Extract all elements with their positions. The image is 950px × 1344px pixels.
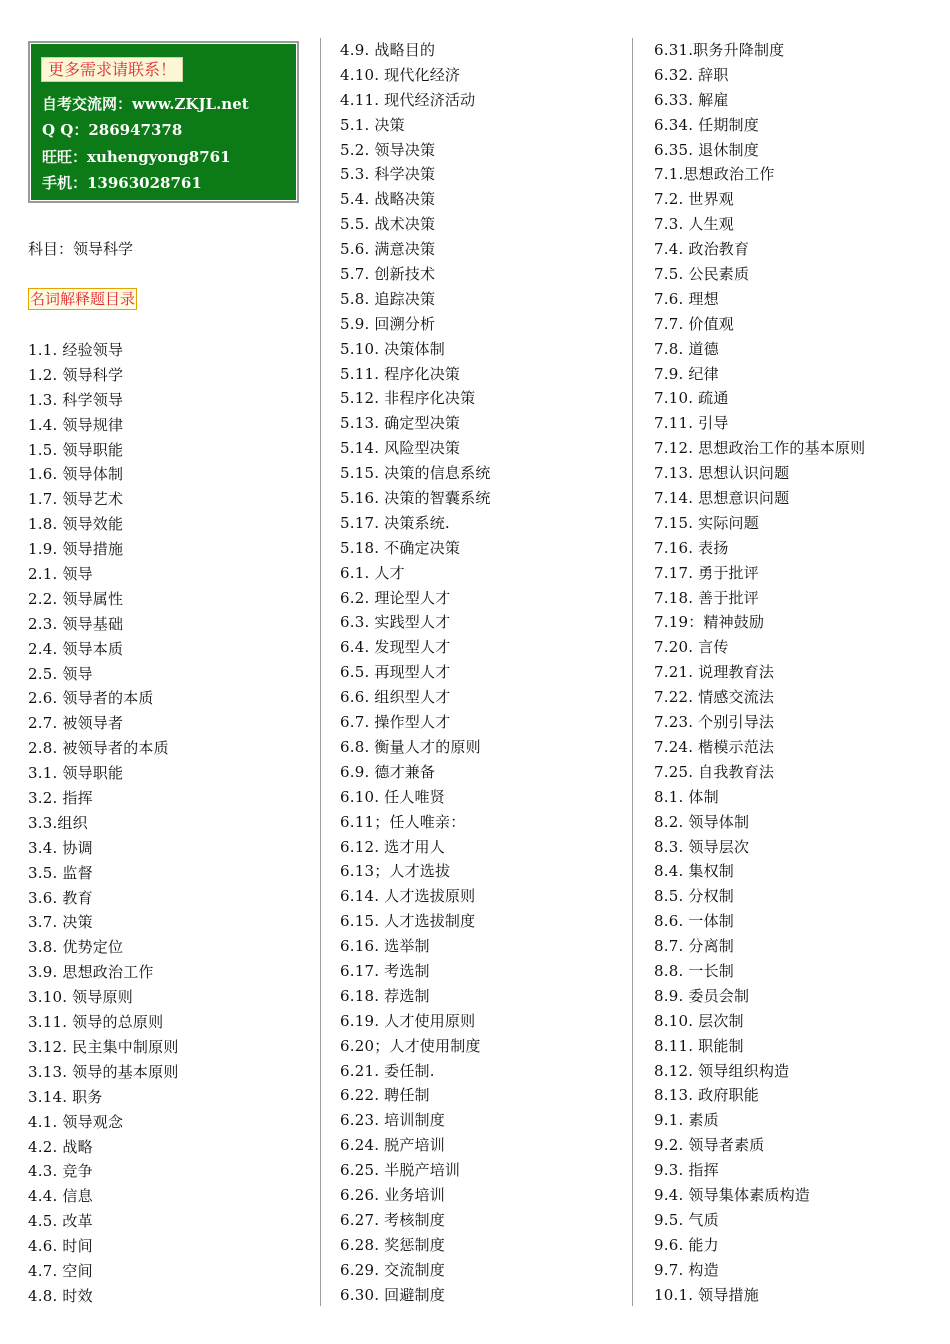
toc-entry: 6.3. 实践型人才 [340,613,451,632]
contact-phone: 手机：13963028761 [42,174,202,192]
toc-entry: 9.2. 领导者素质 [654,1136,765,1155]
toc-entry: 7.20. 言传 [654,638,729,657]
toc-entry: 6.13；人才选拔 [340,862,451,881]
toc-entry: 5.17. 决策系统. [340,513,450,532]
toc-entry: 6.31.职务升降制度 [654,41,785,59]
toc-entry: 7.22. 情感交流法 [654,688,775,707]
toc-entry: 3.10. 领导原则 [28,988,133,1007]
toc-entry: 5.11. 程序化决策 [340,364,461,383]
toc-entry: 7.19：精神鼓励 [654,613,765,632]
toc-column-3 [654,38,865,1307]
toc-entry: 8.12. 领导组织构造 [654,1061,790,1080]
toc-entry: 2.1. 领导 [28,565,93,584]
toc-entry: 9.6. 能力 [654,1235,719,1254]
toc-entry: 6.1. 人才 [340,563,405,582]
toc-entry: 5.4. 战略决策 [340,190,436,209]
toc-entry: 5.8. 追踪决策 [340,289,436,308]
toc-entry: 3.8. 优势定位 [28,938,124,957]
toc-entry: 8.9. 委员会制 [654,986,750,1005]
toc-entry: 7.23. 个别引导法 [654,713,775,732]
toc-entry: 7.7. 价值观 [654,314,734,333]
toc-entry: 7.14. 思想意识问题 [654,489,790,508]
toc-entry: 4.2. 战略 [28,1137,93,1156]
toc-entry: 9.3. 指挥 [654,1161,719,1180]
toc-column-2 [340,38,491,1307]
toc-entry: 3.9. 思想政治工作 [28,963,154,982]
toc-entry: 6.6. 组织型人才 [340,688,451,707]
toc-entry: 7.12. 思想政治工作的基本原则 [654,439,866,458]
toc-heading: 名词解释题目录 [30,290,136,308]
toc-entry: 6.4. 发现型人才 [340,638,451,657]
toc-entry: 7.6. 理想 [654,289,719,308]
toc-entry: 7.13. 思想认识问题 [654,464,790,483]
contact-info-box [28,41,299,203]
toc-entry: 7.25. 自我教育法 [654,762,775,781]
toc-entry: 3.5. 监督 [28,863,93,882]
toc-entry: 5.5. 战术决策 [340,215,436,234]
contact-website: 自考交流网：www.ZKJL.net [42,95,249,113]
toc-entry: 6.19. 人才使用原则 [340,1011,476,1030]
toc-entry: 7.17. 勇于批评 [654,563,759,582]
toc-entry: 3.3.组织 [28,813,88,832]
toc-entry: 4.7. 空间 [28,1261,93,1280]
toc-entry: 8.11. 职能制 [654,1036,744,1055]
toc-entry: 6.14. 人才选拔原则 [340,887,476,906]
toc-entry: 6.5. 再现型人才 [340,663,451,682]
toc-entry: 5.9. 回溯分析 [340,314,436,333]
toc-entry: 6.10. 任人唯贤 [340,787,445,806]
toc-entry: 6.30. 回避制度 [340,1285,445,1304]
toc-entry: 5.2. 领导决策 [340,140,436,159]
toc-entry: 5.10. 决策体制 [340,339,445,358]
toc-entry: 6.29. 交流制度 [340,1260,445,1279]
toc-entry: 7.1.思想政治工作 [654,165,775,184]
toc-entry: 7.5. 公民素质 [654,265,750,284]
toc-entry: 2.8. 被领导者的本质 [28,739,169,758]
toc-entry: 9.4. 领导集体素质构造 [654,1185,810,1204]
contact-wangwang: 旺旺：xuhengyong8761 [42,148,231,166]
toc-entry: 6.18. 荐选制 [340,986,430,1005]
toc-entry: 5.14. 风险型决策 [340,439,461,458]
toc-entry: 6.24. 脱产培训 [340,1136,445,1155]
toc-entry: 6.23. 培训制度 [340,1111,445,1130]
toc-entry: 3.1. 领导职能 [28,764,124,783]
toc-entry: 1.8. 领导效能 [28,515,124,534]
toc-entry: 1.2. 领导科学 [28,365,124,384]
toc-entry: 1.5. 领导职能 [28,440,124,459]
toc-entry: 5.7. 创新技术 [340,265,436,284]
toc-entry: 6.33. 解雇 [654,90,729,109]
toc-entry: 9.7. 构造 [654,1260,719,1279]
toc-entry: 2.6. 领导者的本质 [28,689,154,708]
toc-entry: 8.1. 体制 [654,787,719,806]
toc-entry: 5.15. 决策的信息系统 [340,464,491,483]
toc-entry: 3.4. 协调 [28,838,93,857]
toc-entry: 2.5. 领导 [28,664,93,683]
toc-entry: 6.9. 德才兼备 [340,762,436,781]
toc-entry: 6.7. 操作型人才 [340,713,451,732]
toc-entry: 4.5. 改革 [28,1212,93,1231]
toc-entry: 7.8. 道德 [654,339,719,358]
toc-entry: 6.8. 衡量人才的原则 [340,737,481,756]
toc-entry: 3.7. 决策 [28,913,93,932]
toc-entry: 6.2. 理论型人才 [340,588,451,607]
toc-entry: 7.16. 表扬 [654,538,729,557]
toc-entry: 7.4. 政治教育 [654,240,750,259]
toc-entry: 6.25. 半脱产培训 [340,1161,461,1180]
toc-entry: 8.6. 一体制 [654,912,734,931]
contact-banner: 更多需求请联系！ [41,57,183,82]
toc-entry: 6.32. 辞职 [654,65,729,84]
toc-entry: 4.4. 信息 [28,1187,93,1206]
toc-entry: 2.4. 领导本质 [28,639,124,658]
toc-entry: 2.3. 领导基础 [28,614,124,633]
toc-entry: 1.4. 领导规律 [28,415,124,434]
toc-entry: 4.10. 现代化经济 [340,65,461,84]
toc-entry: 8.10. 层次制 [654,1011,744,1030]
toc-entry: 9.1. 素质 [654,1111,719,1130]
toc-entry: 8.7. 分离制 [654,937,734,956]
column-divider [320,38,321,1306]
toc-entry: 10.1. 领导措施 [654,1285,759,1304]
toc-entry: 8.3. 领导层次 [654,837,750,856]
toc-entry: 7.10. 疏通 [654,389,729,408]
toc-entry: 8.4. 集权制 [654,862,734,881]
toc-entry: 4.6. 时间 [28,1237,93,1256]
toc-entry: 5.12. 非程序化决策 [340,389,476,408]
toc-entry: 8.8. 一长制 [654,961,734,980]
toc-column-1 [28,338,179,1309]
toc-entry: 3.11. 领导的总原则 [28,1013,164,1032]
toc-entry: 3.13. 领导的基本原则 [28,1062,179,1081]
toc-entry: 7.24. 楷模示范法 [654,737,775,756]
toc-entry: 2.2. 领导属性 [28,589,124,608]
toc-entry: 5.1. 决策 [340,115,405,134]
toc-entry: 6.11；任人唯亲： [340,812,466,831]
toc-entry: 3.2. 指挥 [28,789,93,808]
toc-entry: 6.16. 选举制 [340,937,430,956]
toc-entry: 6.12. 选才用人 [340,837,445,856]
toc-entry: 5.13. 确定型决策 [340,414,461,433]
toc-entry: 7.15. 实际问题 [654,513,759,532]
toc-entry: 4.11. 现代经济活动 [340,90,476,109]
toc-entry: 6.17. 考选制 [340,961,430,980]
toc-entry: 8.13. 政府职能 [654,1086,759,1105]
toc-entry: 6.22. 聘任制 [340,1086,430,1105]
toc-entry: 6.20；人才使用制度 [340,1036,481,1055]
toc-entry: 4.3. 竞争 [28,1162,93,1181]
toc-entry: 8.5. 分权制 [654,887,734,906]
toc-entry: 3.12. 民主集中制原则 [28,1037,179,1056]
toc-entry: 3.14. 职务 [28,1087,103,1106]
subject-line: 科目：领导科学 [28,240,134,258]
toc-entry: 6.27. 考核制度 [340,1210,445,1229]
toc-entry: 6.15. 人才选拔制度 [340,912,476,931]
toc-entry: 6.28. 奖惩制度 [340,1235,445,1254]
toc-entry: 3.6. 教育 [28,888,93,907]
toc-entry: 6.34. 任期制度 [654,115,759,134]
toc-entry: 7.21. 说理教育法 [654,663,775,682]
toc-entry: 4.9. 战略目的 [340,41,436,59]
contact-qq: Q Q：286947378 [42,121,183,139]
toc-entry: 6.21. 委任制. [340,1061,435,1080]
toc-entry: 2.7. 被领导者 [28,714,124,733]
toc-entry: 4.1. 领导观念 [28,1112,124,1131]
toc-entry: 1.1. 经验领导 [28,341,124,359]
toc-entry: 7.9. 纪律 [654,364,719,383]
toc-entry: 8.2. 领导体制 [654,812,750,831]
toc-entry: 7.3. 人生观 [654,215,734,234]
toc-entry: 1.7. 领导艺术 [28,490,124,509]
toc-entry: 6.26. 业务培训 [340,1185,445,1204]
toc-entry: 7.2. 世界观 [654,190,734,209]
toc-entry: 5.18. 不确定决策 [340,538,461,557]
toc-entry: 9.5. 气质 [654,1210,719,1229]
toc-entry: 5.16. 决策的智囊系统 [340,489,491,508]
toc-entry: 1.9. 领导措施 [28,540,124,559]
toc-entry: 5.6. 满意决策 [340,240,436,259]
toc-entry: 5.3. 科学决策 [340,165,436,184]
column-divider [632,38,633,1306]
toc-entry: 4.8. 时效 [28,1286,93,1305]
toc-entry: 7.18. 善于批评 [654,588,759,607]
toc-entry: 7.11. 引导 [654,414,729,433]
toc-entry: 6.35. 退休制度 [654,140,759,159]
toc-entry: 1.3. 科学领导 [28,390,124,409]
toc-entry: 1.6. 领导体制 [28,465,124,484]
